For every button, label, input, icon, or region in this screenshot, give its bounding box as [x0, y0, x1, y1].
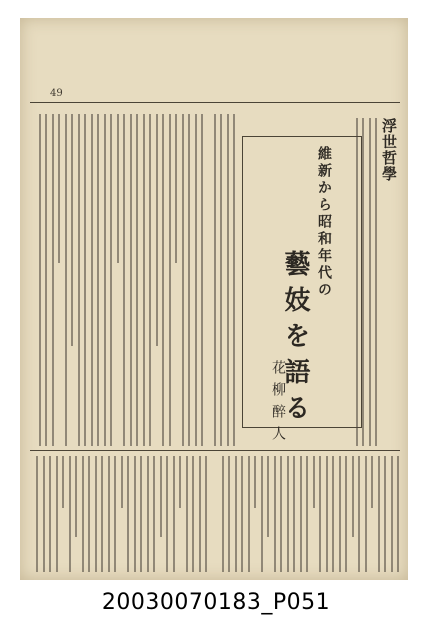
- body-text-block: [216, 456, 400, 572]
- text-line: [140, 456, 142, 572]
- text-line: [97, 114, 99, 446]
- text-line: [201, 114, 203, 446]
- text-line: [78, 114, 80, 446]
- text-line: [166, 456, 168, 572]
- text-line: [175, 114, 177, 263]
- text-line: [345, 456, 347, 572]
- text-line: [371, 456, 373, 508]
- text-line: [95, 456, 97, 572]
- article-subtitle: 維新から昭和年代の: [316, 146, 332, 299]
- column-label: 浮世哲學: [380, 118, 398, 182]
- text-line: [82, 456, 84, 572]
- text-line: [49, 456, 51, 572]
- text-line: [319, 456, 321, 572]
- text-line: [130, 114, 132, 446]
- text-line: [88, 456, 90, 572]
- text-line: [365, 456, 367, 572]
- text-line: [397, 456, 399, 572]
- text-line: [65, 114, 67, 446]
- text-line: [332, 456, 334, 572]
- scan-id-caption: 20030070183_P051: [101, 590, 331, 615]
- text-line: [117, 114, 119, 263]
- magazine-page: [20, 18, 408, 580]
- text-line: [104, 114, 106, 446]
- text-line: [352, 456, 354, 537]
- text-line: [160, 456, 162, 537]
- text-line: [369, 118, 371, 446]
- page-number: 49: [50, 88, 63, 99]
- text-line: [313, 456, 315, 508]
- text-line: [45, 114, 47, 446]
- text-line: [127, 456, 129, 572]
- text-line: [169, 114, 171, 446]
- text-line: [69, 456, 71, 572]
- text-line: [375, 118, 377, 446]
- article-title: 藝妓を語る: [280, 250, 310, 430]
- text-line: [274, 456, 276, 572]
- text-line: [147, 456, 149, 572]
- text-line: [56, 456, 58, 572]
- text-line: [356, 118, 358, 446]
- text-line: [136, 114, 138, 446]
- text-line: [62, 456, 64, 508]
- body-text-block: [210, 114, 236, 446]
- text-line: [182, 114, 184, 446]
- body-text-block: [32, 114, 204, 446]
- text-line: [326, 456, 328, 572]
- text-line: [188, 114, 190, 446]
- text-line: [162, 114, 164, 446]
- body-text-block: [32, 456, 208, 572]
- text-line: [235, 456, 237, 572]
- text-line: [214, 114, 216, 446]
- text-line: [306, 456, 308, 572]
- text-line: [358, 456, 360, 572]
- text-line: [391, 456, 393, 572]
- text-line: [108, 456, 110, 572]
- article-author: 花柳醉人: [270, 360, 286, 448]
- text-line: [287, 456, 289, 572]
- header-rule: [30, 102, 400, 103]
- text-line: [36, 456, 38, 572]
- tier-divider-rule: [30, 450, 400, 451]
- text-line: [156, 114, 158, 346]
- text-line: [205, 456, 207, 572]
- text-line: [186, 456, 188, 572]
- text-line: [384, 456, 386, 572]
- text-line: [241, 456, 243, 572]
- text-line: [248, 456, 250, 572]
- text-line: [75, 456, 77, 537]
- text-line: [267, 456, 269, 537]
- text-line: [134, 456, 136, 572]
- text-line: [173, 456, 175, 572]
- text-line: [228, 456, 230, 572]
- text-line: [71, 114, 73, 346]
- text-line: [227, 114, 229, 446]
- text-line: [84, 114, 86, 446]
- text-line: [123, 114, 125, 446]
- text-line: [300, 456, 302, 572]
- text-line: [52, 114, 54, 446]
- text-line: [149, 114, 151, 446]
- text-line: [153, 456, 155, 572]
- text-line: [362, 118, 364, 446]
- text-line: [339, 456, 341, 572]
- text-line: [121, 456, 123, 508]
- text-line: [199, 456, 201, 572]
- text-line: [179, 456, 181, 508]
- text-line: [43, 456, 45, 572]
- text-line: [261, 456, 263, 572]
- text-line: [91, 114, 93, 446]
- text-line: [222, 456, 224, 572]
- text-line: [280, 456, 282, 572]
- text-line: [220, 114, 222, 446]
- text-line: [192, 456, 194, 572]
- text-line: [195, 114, 197, 446]
- text-line: [143, 114, 145, 446]
- body-text-block: [350, 118, 378, 446]
- text-line: [110, 114, 112, 446]
- text-line: [114, 456, 116, 572]
- text-line: [378, 456, 380, 572]
- text-line: [58, 114, 60, 263]
- text-line: [254, 456, 256, 508]
- text-line: [233, 114, 235, 446]
- text-line: [39, 114, 41, 446]
- text-line: [101, 456, 103, 572]
- text-line: [293, 456, 295, 572]
